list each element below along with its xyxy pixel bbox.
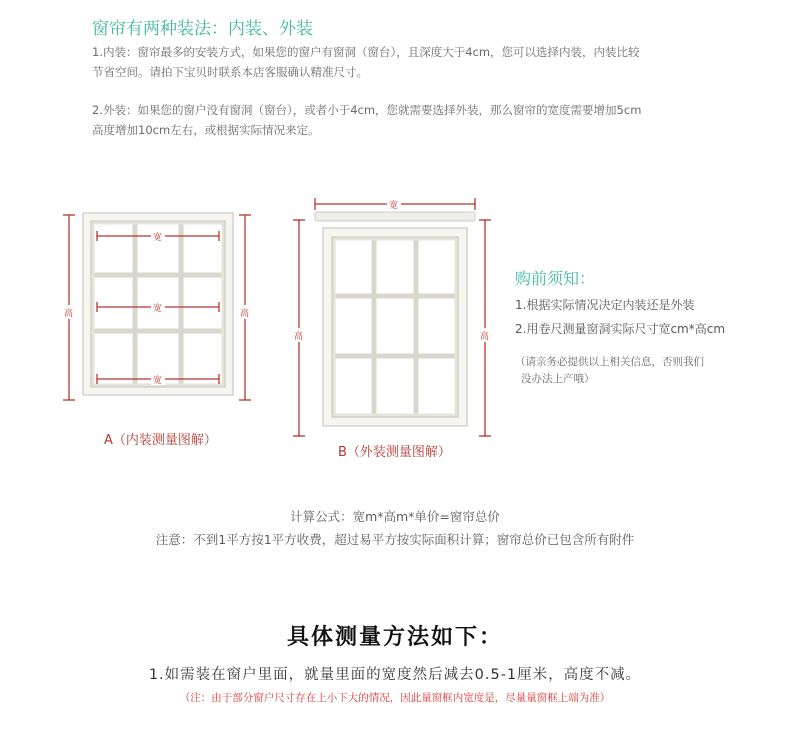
svg-text:宽: 宽: [153, 233, 163, 243]
notice-note: [515, 354, 704, 388]
formula-line: 计算公式：宽m*高m*单价=窗帘总价: [290, 509, 500, 524]
right-height-label: 高: [480, 332, 490, 342]
method-title: 具体测量方法如下：: [286, 625, 503, 650]
right-height-label: 高: [240, 309, 250, 319]
caption-b: B（外装测量图解）: [338, 445, 451, 460]
notice-note-line-1: （请亲务必提供以上相关信息，否则我们: [515, 356, 704, 368]
diagram-b-outer-mount: [285, 190, 500, 445]
left-height-label: 高: [64, 309, 74, 319]
notice-item-2: 2.用卷尺测量窗洞实际尺寸宽cm*高cm: [515, 322, 726, 336]
outer-install-line-1: 2.外装：如果您的窗户没有窗洞（窗台），或者小于4cm，您就需要选择外装，那么窗帘的宽度需要增加5cm: [92, 103, 642, 117]
left-height-label: 高: [294, 332, 304, 342]
inner-install-line-2: 节省空间。请拍下宝贝时联系本店客服确认精准尺寸。: [92, 65, 368, 79]
outer-install-line-2: 高度增加10cm左右，或根据实际情况来定。: [92, 123, 320, 137]
diagram-a-inner-mount: [55, 205, 265, 430]
method-step-1: 1.如需装在窗户里面，就量里面的宽度然后减去0.5-1厘米，高度不减。: [148, 667, 642, 683]
svg-text:宽: 宽: [153, 304, 163, 314]
inner-install-line-1: 1.内装：窗帘最多的安装方式，如果您的窗户有窗洞（窗台），且深度大于4cm，您可以选择内装，内装比较: [92, 45, 640, 59]
outer-install-paragraph: [92, 100, 732, 140]
notice-note-line-2: 没办法上产哦）: [521, 373, 595, 385]
method-step-1-note: （注：由于部分窗户尺寸存在上小下大的情况，因此量窗框内宽度是，尽量量窗框上端为准）: [179, 692, 611, 704]
notice-item-1: 1.根据实际情况决定内装还是外装: [515, 298, 695, 312]
formula-note: 注意：不到1平方按1平方收费，超过易平方按实际面积计算；窗帘总价已包含所有附件: [155, 532, 635, 547]
window-inner-frame: [332, 237, 458, 417]
notice-title: 购前须知：: [515, 269, 596, 288]
curtain-rod: [315, 212, 475, 221]
section-title: 窗帘有两种装法：内装、外装: [92, 19, 313, 39]
svg-text:宽: 宽: [389, 201, 399, 211]
caption-a: A（内装测量图解）: [104, 433, 217, 448]
svg-text:宽: 宽: [153, 376, 163, 386]
outer-width-dim: [315, 197, 475, 211]
inner-install-paragraph: [92, 42, 732, 82]
